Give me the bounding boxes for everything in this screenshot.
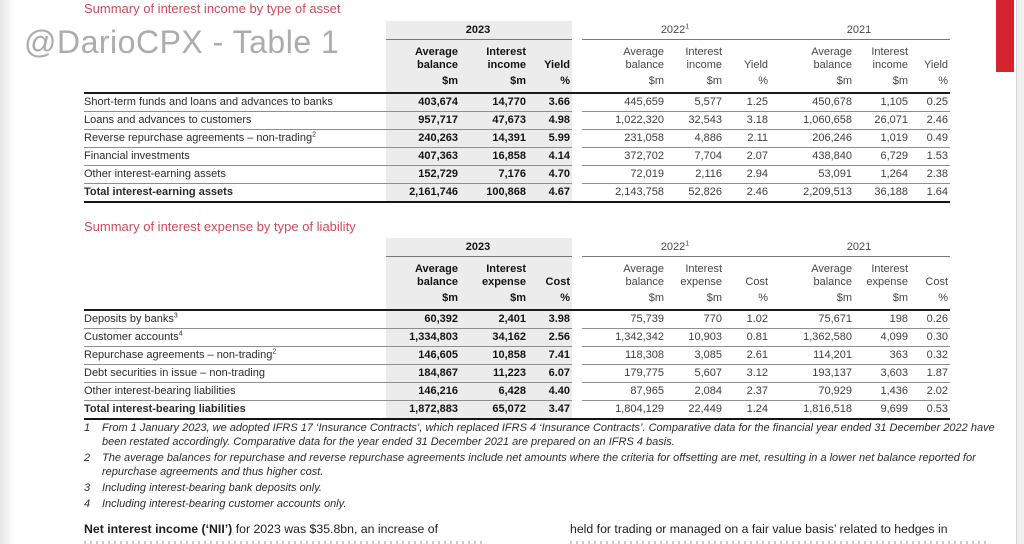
cell-value: 118,308 (582, 347, 666, 365)
year-2023 (386, 21, 572, 40)
col-header: Cost (925, 276, 949, 288)
year-label: 2022 (660, 24, 686, 36)
cell-value: 36,188 (854, 184, 910, 203)
cell-value: 0.26 (910, 310, 950, 329)
year-header-row (84, 238, 950, 257)
cell-value: 3.12 (724, 365, 770, 383)
units-row (84, 74, 950, 93)
cell-value: 198 (854, 310, 910, 329)
cell-value: 10,903 (666, 329, 724, 347)
unit-cell: % (724, 74, 770, 93)
cell-value: 2.38 (910, 166, 950, 184)
table-row (84, 166, 950, 184)
year-sup: 1 (685, 23, 690, 31)
col-header: Average balance (811, 46, 853, 71)
cell-value: 3,085 (666, 347, 724, 365)
cell-value: 16,858 (460, 148, 528, 166)
column-header-row (84, 257, 950, 292)
row-label: Financial investments (84, 150, 190, 162)
cell-value: 5,577 (666, 93, 724, 112)
cell-value: 231,058 (582, 130, 666, 148)
row-label-sup: 2 (272, 348, 277, 356)
year-2022 (582, 238, 770, 257)
table-row (84, 365, 950, 383)
year-2022 (582, 21, 770, 40)
cell-value: 2,084 (666, 383, 724, 401)
row-label: Customer accounts (84, 331, 179, 343)
cell-value: 0.30 (910, 329, 950, 347)
footnote-number: 1 (84, 422, 91, 434)
col-header: Yield (923, 59, 949, 71)
income-table-title: Summary of interest income by type of asset (84, 1, 341, 16)
unit-cell: $m (460, 291, 528, 310)
cell-value: 1,022,320 (582, 112, 666, 130)
unit-cell: % (528, 291, 572, 310)
cell-value: 100,868 (460, 184, 528, 203)
cell-value: 60,392 (386, 310, 460, 329)
cell-value: 7,704 (666, 148, 724, 166)
cell-value: 0.53 (910, 401, 950, 420)
cell-value: 770 (666, 310, 724, 329)
unit-cell: $m (770, 74, 854, 93)
cell-value: 3.47 (528, 401, 572, 420)
cell-value: 2.07 (724, 148, 770, 166)
year-2021 (770, 238, 950, 257)
table-row (84, 383, 950, 401)
cell-value: 1,804,129 (582, 401, 666, 420)
total-label: Total interest-bearing liabilities (84, 401, 386, 420)
unit-cell: $m (582, 291, 666, 310)
year-2023 (386, 238, 572, 257)
cell-value: 7,176 (460, 166, 528, 184)
footnote-text: Including interest-bearing bank deposits only. (102, 482, 322, 494)
footnote-number: 2 (84, 452, 91, 464)
footnote (84, 451, 1016, 479)
footnote-number: 4 (84, 498, 91, 510)
footnote-text: Including interest-bearing customer accounts only. (102, 498, 347, 510)
table-row (84, 112, 950, 130)
unit-cell: % (910, 74, 950, 93)
cell-value: 114,201 (770, 347, 854, 365)
cell-value: 6,428 (460, 383, 528, 401)
col-header: Average balance (386, 257, 460, 292)
footnotes (84, 421, 1016, 513)
col-header: Average balance (811, 263, 853, 288)
body-text-left-column (84, 522, 514, 536)
col-header: Average balance (386, 40, 460, 75)
cell-value: 0.49 (910, 130, 950, 148)
col-header: Interest expense (680, 263, 722, 288)
cell-value: 65,072 (460, 401, 528, 420)
cell-value: 14,770 (460, 93, 528, 112)
row-label: Reverse repurchase agreements – non-trading (84, 132, 313, 144)
cell-value: 9,699 (854, 401, 910, 420)
year-label: 2023 (465, 241, 491, 253)
table-row (84, 329, 950, 347)
cell-value: 1.87 (910, 365, 950, 383)
year-label: 2021 (846, 241, 872, 253)
cell-value: 184,867 (386, 365, 460, 383)
footnote (84, 497, 1016, 511)
col-header: Interest expense (460, 257, 528, 292)
year-sup: 1 (685, 240, 690, 248)
cell-value: 2,143,758 (582, 184, 666, 203)
cell-value: 1,105 (854, 93, 910, 112)
col-header: Interest income (871, 46, 909, 71)
row-label-sup: 3 (173, 312, 178, 320)
cell-value: 75,739 (582, 310, 666, 329)
cell-value: 445,659 (582, 93, 666, 112)
nii-bold-lead: Net interest income (‘NII’) (84, 522, 233, 536)
cell-value: 26,071 (854, 112, 910, 130)
interest-income-table (84, 21, 950, 203)
cell-value: 372,702 (582, 148, 666, 166)
interest-expense-table (84, 238, 950, 420)
cell-value: 3.18 (724, 112, 770, 130)
cell-value: 1,334,803 (386, 329, 460, 347)
row-label: Other interest-bearing liabilities (84, 385, 236, 397)
cell-value: 2,209,513 (770, 184, 854, 203)
cell-value: 4.67 (528, 184, 572, 203)
cell-value: 407,363 (386, 148, 460, 166)
row-label: Deposits by banks (84, 313, 174, 325)
table-row (84, 310, 950, 329)
cell-value: 206,246 (770, 130, 854, 148)
cell-value: 2.37 (724, 383, 770, 401)
row-label: Short-term funds and loans and advances to banks (84, 96, 333, 108)
unit-cell: $m (386, 74, 460, 93)
cell-value: 6,729 (854, 148, 910, 166)
cell-value: 7.41 (528, 347, 572, 365)
cell-value: 2.61 (724, 347, 770, 365)
cell-value: 14,391 (460, 130, 528, 148)
row-label-sup: 2 (312, 131, 316, 139)
cell-value: 1,060,658 (770, 112, 854, 130)
col-header: Interest income (460, 40, 528, 75)
cell-value: 4,099 (854, 329, 910, 347)
cell-value: 53,091 (770, 166, 854, 184)
cell-value: 1.53 (910, 148, 950, 166)
col-header: Cost (528, 257, 572, 292)
row-label-sup: 4 (178, 330, 183, 338)
cell-value: 1,342,342 (582, 329, 666, 347)
red-tab-marker (996, 0, 1014, 72)
cell-value: 240,263 (386, 130, 460, 148)
cell-value: 1,872,883 (386, 401, 460, 420)
footnote-text: The average balances for repurchase and reverse repurchase agreements include net amounts where the criteria for offsetting are met, resulting in a lower net balance reported for repurchase agreements and thus higher cost. (102, 452, 976, 478)
year-label: 2023 (465, 24, 491, 36)
cell-value: 146,605 (386, 347, 460, 365)
total-row (84, 184, 950, 203)
col-header: Interest income (685, 46, 722, 71)
cell-value: 47,673 (460, 112, 528, 130)
cell-value: 1,264 (854, 166, 910, 184)
cell-value: 179,775 (582, 365, 666, 383)
unit-cell: $m (386, 291, 460, 310)
cell-value: 438,840 (770, 148, 854, 166)
unit-cell: % (910, 291, 950, 310)
cell-value: 152,729 (386, 166, 460, 184)
units-row (84, 291, 950, 310)
cell-value: 2.46 (724, 184, 770, 203)
interest-expense-table-wrap (84, 238, 952, 420)
cell-value: 0.25 (910, 93, 950, 112)
unit-cell: $m (666, 291, 724, 310)
cell-value: 2.11 (724, 130, 770, 148)
cell-value: 75,671 (770, 310, 854, 329)
watermark: @DarioCPX - Table 1 (24, 24, 340, 60)
cell-value: 2.94 (724, 166, 770, 184)
cell-value: 11,223 (460, 365, 528, 383)
year-header-row (84, 21, 950, 40)
cell-value: 2,161,746 (386, 184, 460, 203)
cell-value: 34,162 (460, 329, 528, 347)
row-label: Loans and advances to customers (84, 114, 252, 126)
cell-value: 2.02 (910, 383, 950, 401)
unit-cell: $m (460, 74, 528, 93)
cell-value: 72,019 (582, 166, 666, 184)
col-header: Average balance (623, 46, 664, 71)
footnote-text: From 1 January 2023, we adopted IFRS 17 ‘Insurance Contracts’, which replaced IFRS 4 ‘Insurance Contracts’. Comparative data for the financial year ended 31 December 2022 have been restated accordingly. Comparative data for the year ended 31 December 2021 are prepared on an IFRS 4 basis. (102, 422, 995, 448)
unit-cell: $m (854, 291, 910, 310)
unit-cell: % (724, 291, 770, 310)
cell-value: 5,607 (666, 365, 724, 383)
cell-value: 1.64 (910, 184, 950, 203)
unit-cell: $m (770, 291, 854, 310)
footnote (84, 421, 1016, 449)
year-label: 2021 (846, 24, 872, 36)
cell-value: 4.14 (528, 148, 572, 166)
cell-value: 1,816,518 (770, 401, 854, 420)
year-label: 2022 (660, 241, 686, 253)
page-right-edge (1016, 0, 1024, 544)
col-header: Yield (528, 40, 572, 75)
cell-value: 0.32 (910, 347, 950, 365)
cell-value: 4,886 (666, 130, 724, 148)
row-label: Debt securities in issue – non-trading (84, 367, 265, 379)
cell-value: 3.66 (528, 93, 572, 112)
expense-table-title: Summary of interest expense by type of liability (84, 219, 356, 234)
interest-income-table-wrap (84, 21, 952, 203)
cell-value: 146,216 (386, 383, 460, 401)
row-label: Other interest-earning assets (84, 168, 226, 180)
nii-text: for 2023 was $35.8bn, an increase of (232, 522, 439, 536)
cell-value: 1,436 (854, 383, 910, 401)
cell-value: 2,401 (460, 310, 528, 329)
cell-value: 2.56 (528, 329, 572, 347)
column-header-row (84, 40, 950, 75)
cell-value: 22,449 (666, 401, 724, 420)
unit-cell: % (528, 74, 572, 93)
cell-value: 403,674 (386, 93, 460, 112)
col-header: Interest expense (866, 263, 909, 288)
cell-value: 957,717 (386, 112, 460, 130)
cell-value: 5.99 (528, 130, 572, 148)
year-2021 (770, 21, 950, 40)
total-label: Total interest-earning assets (84, 184, 386, 203)
table-row (84, 347, 950, 365)
cell-value: 4.70 (528, 166, 572, 184)
cell-value: 3.98 (528, 310, 572, 329)
col-header: Yield (743, 59, 769, 71)
cell-value: 1.24 (724, 401, 770, 420)
cell-value: 1,019 (854, 130, 910, 148)
table-row (84, 148, 950, 166)
cell-value: 10,858 (460, 347, 528, 365)
cell-value: 1,362,580 (770, 329, 854, 347)
total-row (84, 401, 950, 420)
page-left-edge (0, 0, 20, 544)
row-label: Repurchase agreements – non-trading (84, 349, 273, 361)
cell-value: 2,116 (666, 166, 724, 184)
cell-value: 0.81 (724, 329, 770, 347)
body-text-right-column: held for trading or managed on a fair value basis’ related to hedges in (570, 522, 948, 536)
table-row (84, 93, 950, 112)
unit-cell: $m (666, 74, 724, 93)
cell-value: 70,929 (770, 383, 854, 401)
table-row (84, 130, 950, 148)
cell-value: 450,678 (770, 93, 854, 112)
col-header: Cost (745, 276, 769, 288)
footnote (84, 481, 1016, 495)
footnote-number: 3 (84, 482, 91, 494)
cell-value: 3,603 (854, 365, 910, 383)
cell-value: 4.40 (528, 383, 572, 401)
cell-value: 363 (854, 347, 910, 365)
cell-value: 32,543 (666, 112, 724, 130)
col-header: Average balance (623, 263, 664, 288)
cell-value: 1.02 (724, 310, 770, 329)
cell-value: 2.46 (910, 112, 950, 130)
cell-value: 1.25 (724, 93, 770, 112)
cell-value: 4.98 (528, 112, 572, 130)
cell-value: 52,826 (666, 184, 724, 203)
unit-cell: $m (854, 74, 910, 93)
cell-value: 6.07 (528, 365, 572, 383)
cell-value: 193,137 (770, 365, 854, 383)
unit-cell: $m (582, 74, 666, 93)
cell-value: 87,965 (582, 383, 666, 401)
